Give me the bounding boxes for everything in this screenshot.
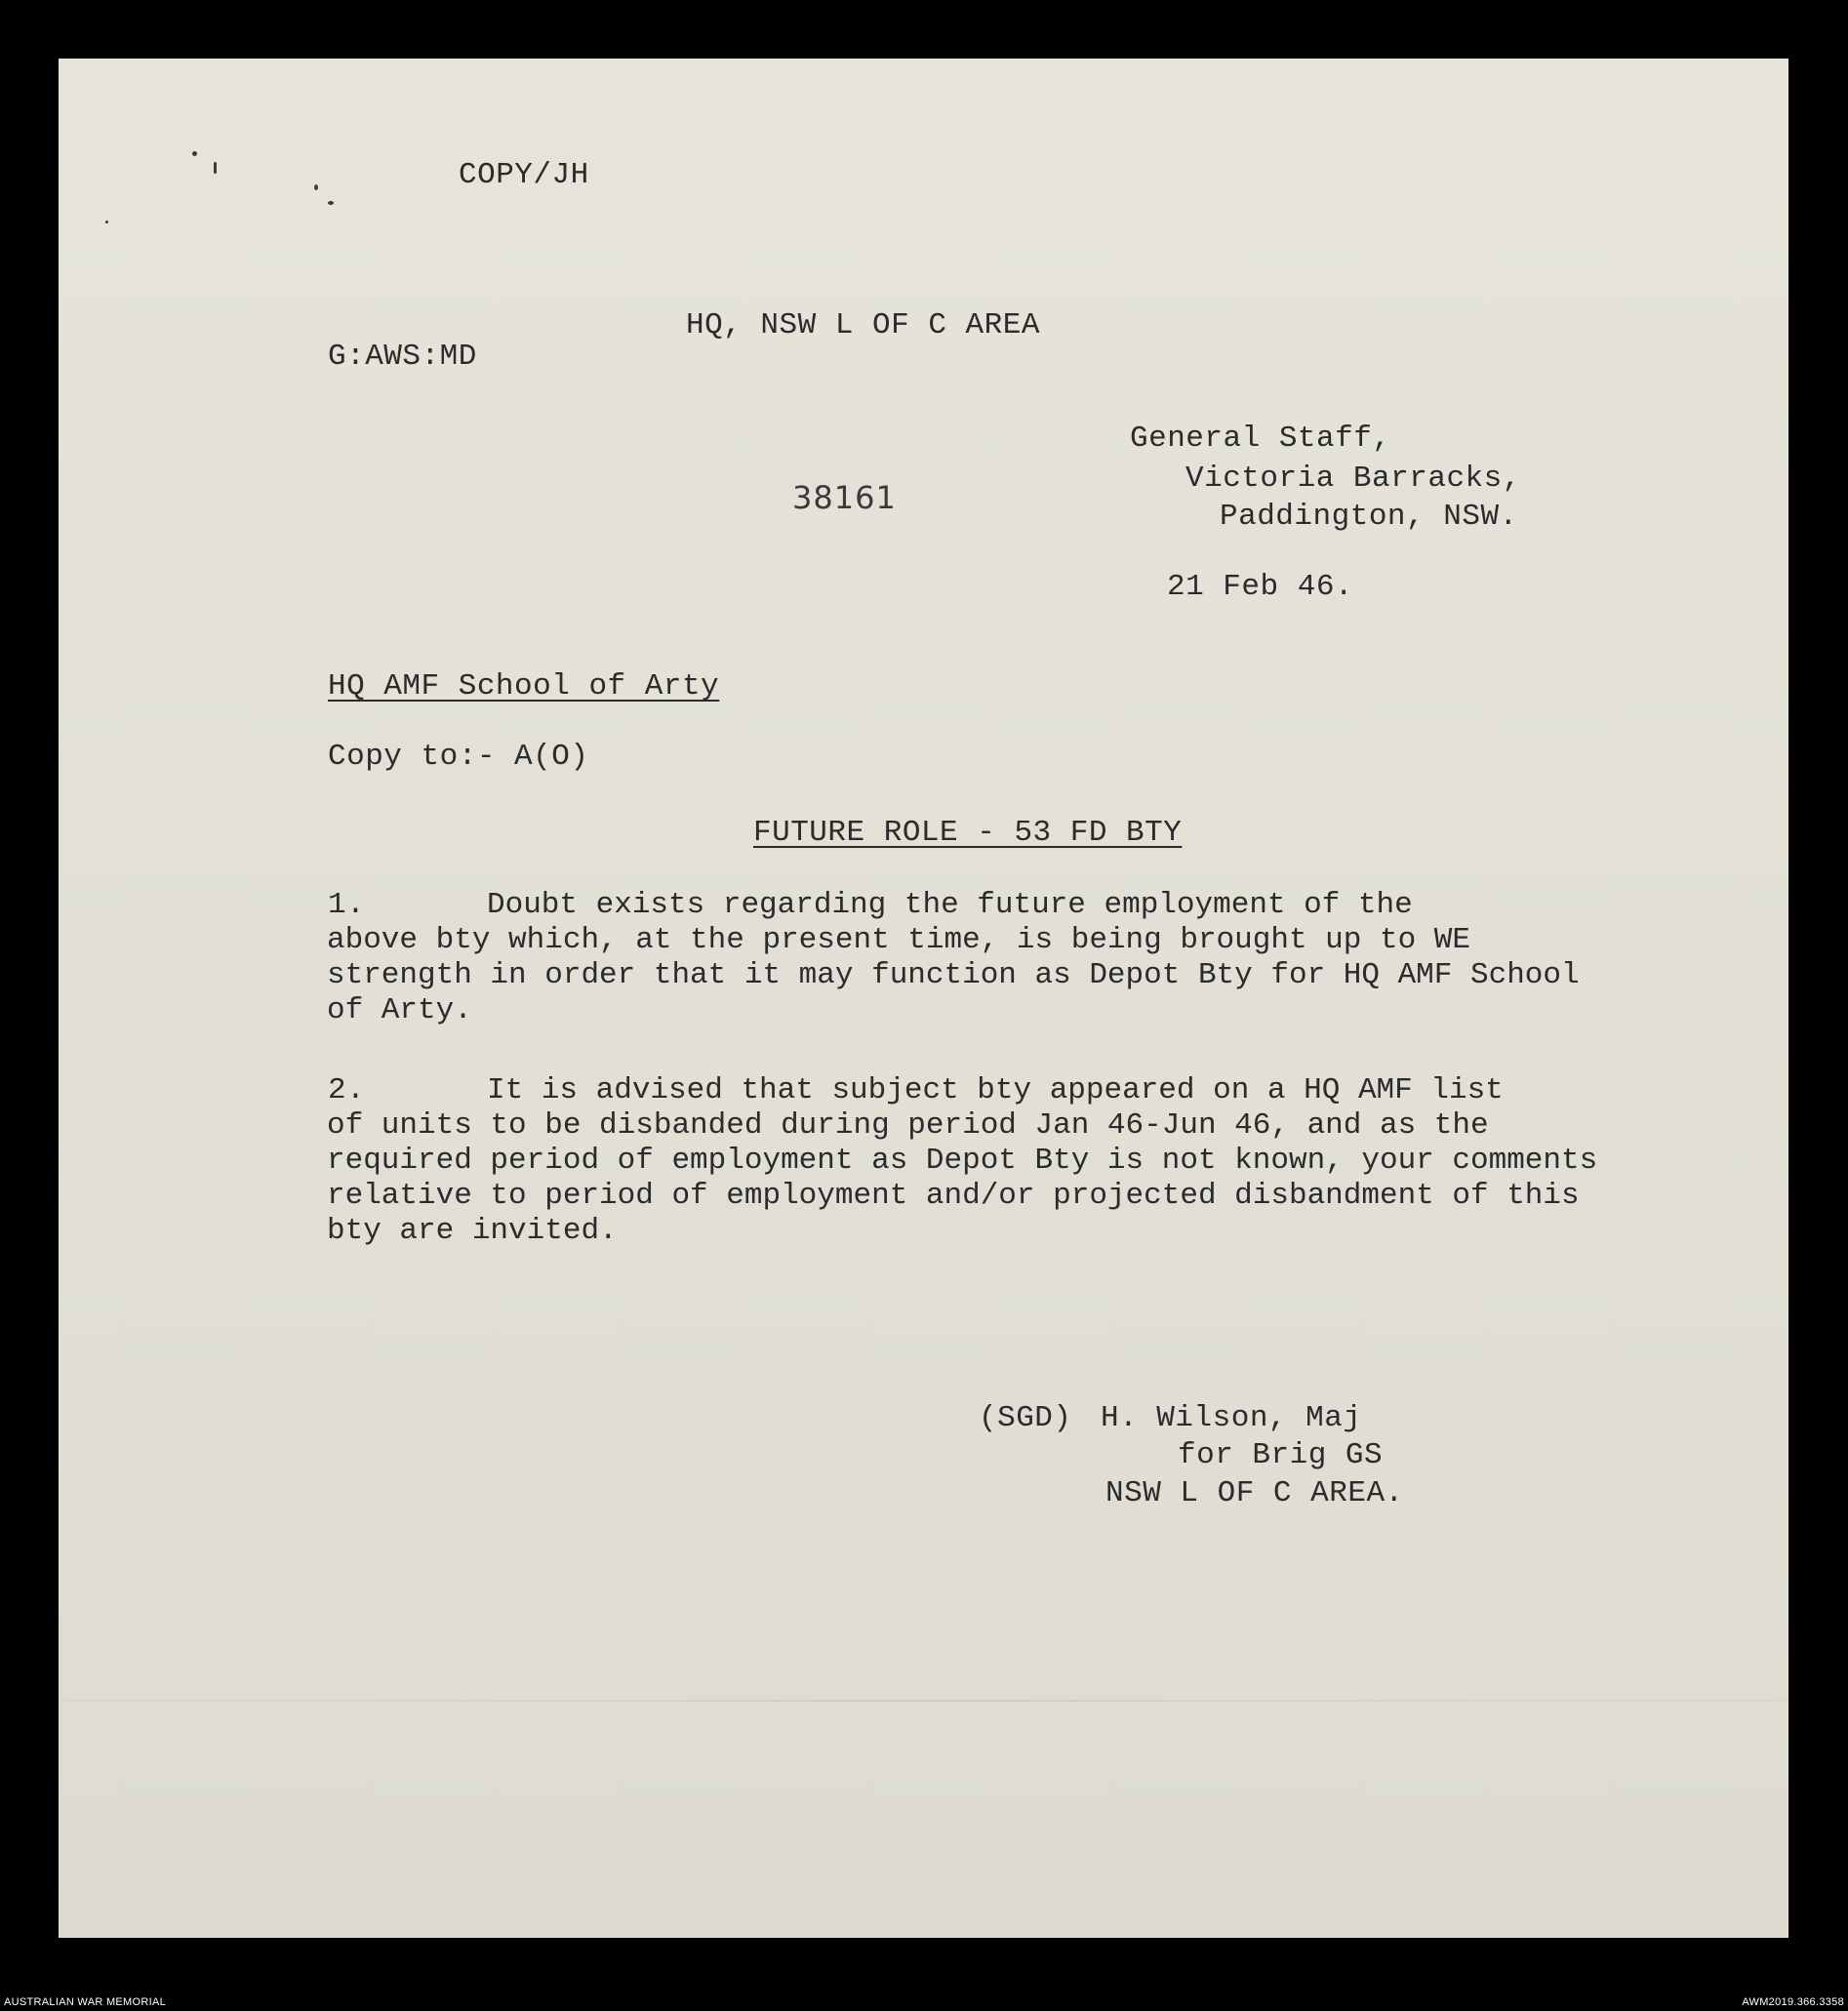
paragraph-2-line-1: It is advised that subject bty appeared on a HQ AMF list (487, 1073, 1504, 1107)
paragraph-1-line-1: Doubt exists regarding the future employment of the (487, 888, 1413, 922)
copy-mark: COPY/JH (459, 158, 589, 192)
footer-catalogue-number: AWM2019.366.3358 (1742, 1996, 1844, 2008)
addressee: HQ AMF School of Arty (328, 669, 720, 704)
signature-name: H. Wilson, Maj (1101, 1401, 1362, 1435)
footer-institution: AUSTRALIAN WAR MEMORIAL (4, 1996, 167, 2008)
sender-address-line-2: Victoria Barracks, (1185, 462, 1521, 496)
file-reference: G:AWS:MD (328, 340, 477, 374)
paragraph-2-number: 2. (328, 1073, 366, 1107)
paragraph-1-line-4: of Arty. (327, 993, 472, 1027)
paragraph-1 (327, 888, 1595, 1028)
copy-to: Copy to:- A(O) (328, 740, 589, 774)
paragraph-2-line-2: of units to be disbanded during period Jan 46-Jun 46, and as the (327, 1108, 1489, 1143)
sender-address-line-1: General Staff, (1130, 422, 1391, 456)
paragraph-2 (327, 1073, 1598, 1249)
paragraph-2-line-4: relative to period of employment and/or projected disbandment of this (327, 1179, 1580, 1213)
paragraph-2-line-5: bty are invited. (327, 1214, 618, 1248)
sender-address-line-3: Paddington, NSW. (1220, 500, 1518, 534)
paragraph-1-line-2: above bty which, at the present time, is being brought up to WE (327, 923, 1470, 957)
document-header: HQ, NSW L OF C AREA (686, 308, 1040, 342)
signature-prefix: (SGD) (979, 1401, 1072, 1435)
subject-heading: FUTURE ROLE - 53 FD BTY (753, 816, 1183, 850)
handwritten-number: 38161 (792, 479, 897, 516)
paragraph-1-line-3: strength in order that it may function as Depot Bty for HQ AMF School (327, 958, 1580, 992)
paragraph-1-number: 1. (328, 888, 366, 922)
signature-line-2: for Brig GS (1178, 1438, 1384, 1472)
signature-line-3: NSW L OF C AREA. (1105, 1476, 1404, 1510)
paper-fold-line (59, 1700, 1788, 1702)
paragraph-2-line-3: required period of employment as Depot Bty is not known, your comments (327, 1144, 1598, 1178)
document-date: 21 Feb 46. (1167, 570, 1354, 604)
